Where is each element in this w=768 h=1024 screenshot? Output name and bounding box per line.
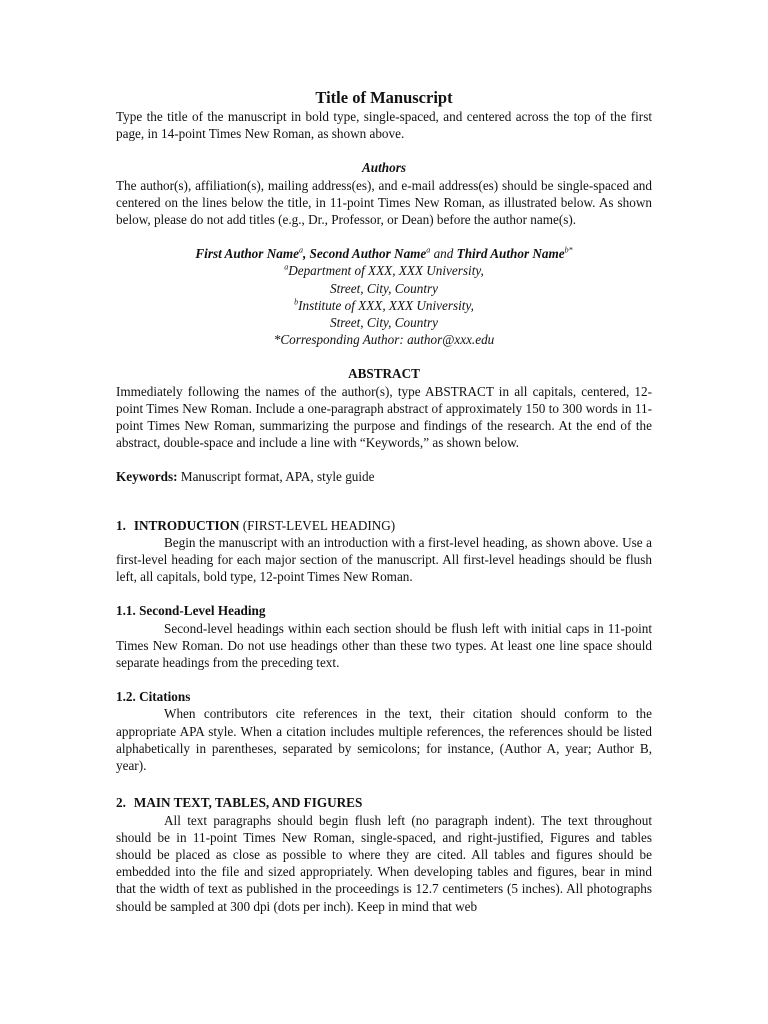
section-1-2-text: When contributors cite references in the text, their citation should conform to the appropriate APA style. When a citation includes multiple references, the references should be listed alphabetically in parentheses, separated by semicolons; for instance, (Author A, year; Author B, year).	[116, 706, 652, 774]
affiliation-sup: b	[294, 297, 299, 307]
abstract-heading: ABSTRACT	[348, 366, 420, 382]
authors-description: The author(s), affiliation(s), mailing address(es), and e-mail address(es) should be single-spaced and centered on the lines below the title, in 11-point Times New Roman, as illustrated below. As shown below, please do not add titles (e.g., Dr., Professor, or Dean) before the author name(s).	[116, 177, 652, 228]
author-separator: ,	[302, 246, 310, 262]
section-1-heading: 1. INTRODUCTION (FIRST-LEVEL HEADING)	[116, 517, 396, 533]
section-1-1-text: Second-level headings within each section should be flush left with initial caps in 11-point Times New Roman. Do not use headings other than these two types. At least one line space should separate headings from the preceding text.	[116, 620, 652, 671]
section-2-text: All text paragraphs should begin flush left (no paragraph indent). The text throughout should be in 11-point Times New Roman, single-spaced, and right-justified, Figures and tables should be placed as close as possible to where they are cited. All tables and figures should be embedded into the file and sized appropriately. When developing tables and figures, bear in mind that the width of text as published in the proceedings is 12.7 centimeters (5 inches). All photographs should be sampled at 300 dpi (dots per inch). Keep in mind that web	[116, 812, 652, 914]
section-1-2-heading: 1.2. Citations	[116, 689, 191, 705]
affiliation-line: $^a$Department of XXX, XXX University,	[284, 263, 484, 279]
first-author-sup: a	[298, 245, 303, 255]
title-description: Type the title of the manuscript in bold type, single-spaced, and centered across the top of the first page, in 14-point Times New Roman, as shown above.	[116, 109, 652, 142]
third-author: Third Author Name	[456, 246, 565, 262]
section-1-text: Begin the manuscript with an introduction with a first-level heading, as shown above. Use a first-level heading for each major section of the manuscript. All first-level headings should be flush left, all capitals, bold type, 12-point Times New Roman.	[116, 534, 652, 585]
authors-heading: Authors	[362, 160, 406, 176]
second-author-sup: a	[426, 245, 431, 255]
affiliation-line: $^b$Institute of XXX, XXX University,	[294, 297, 474, 313]
section-1-1-heading: 1.1. Second-Level Heading	[116, 603, 266, 619]
first-author: First Author Name	[195, 246, 299, 262]
third-author-sup: b*	[564, 245, 573, 255]
keywords-label: Keywords:	[116, 469, 178, 485]
manuscript-title: Title of Manuscript	[315, 88, 453, 107]
second-author: Second Author Name	[309, 246, 427, 262]
keywords-line	[116, 468, 652, 485]
section-2-heading: 2. MAIN TEXT, TABLES, AND FIGURES	[116, 795, 363, 811]
affiliation-line: Street, City, Country	[330, 280, 438, 296]
author-and: and	[430, 246, 457, 262]
author-names	[116, 245, 652, 262]
keywords-text: Manuscript format, APA, style guide	[177, 469, 375, 485]
abstract-text: Immediately following the names of the author(s), type ABSTRACT in all capitals, centered, 12-point Times New Roman. Include a one-paragraph abstract of approximately 150 to 300 words in 11-point Times New Roman, summarizing the purpose and findings of the research. At the end of the abstract, double-space and include a line with “Keywords,” as shown below.	[116, 383, 652, 451]
corresponding-author: *Corresponding Author: author@xxx.edu	[273, 332, 495, 348]
affiliation-sup: a	[284, 263, 289, 273]
affiliation-line: Street, City, Country	[330, 315, 438, 331]
